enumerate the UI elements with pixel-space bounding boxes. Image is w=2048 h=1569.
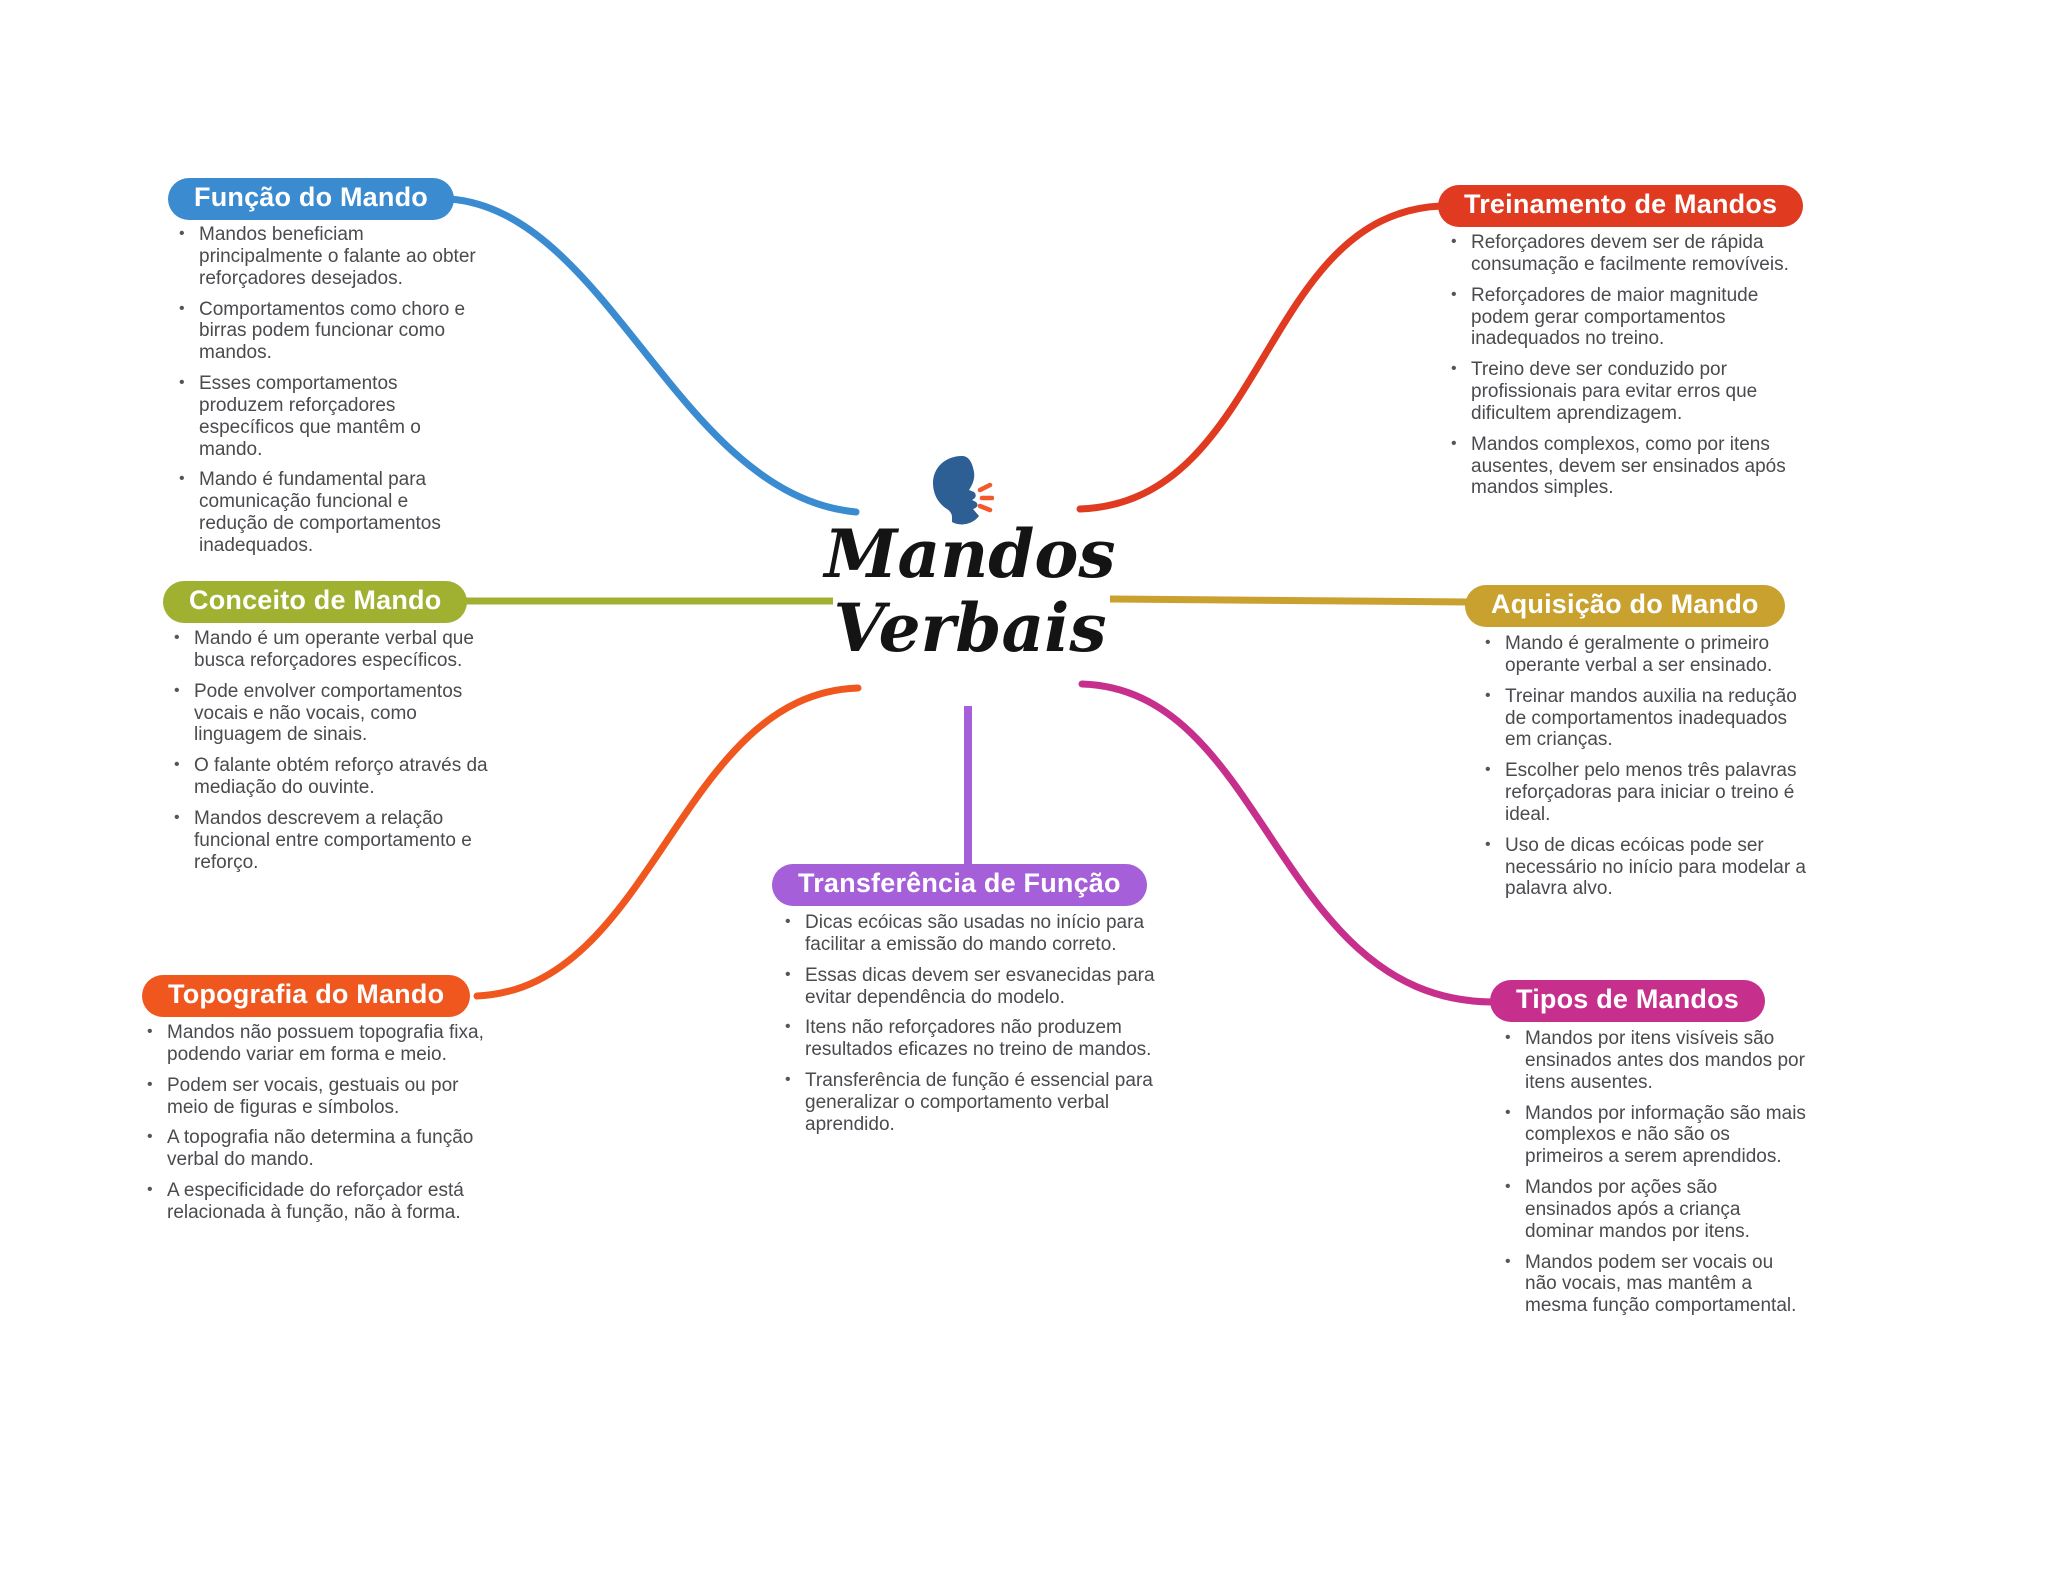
node-aquisicao-do-mando <box>1465 585 1785 627</box>
node-tipos-de-mandos <box>1490 980 1765 1022</box>
list-item: • Escolher pelo menos três palavras reforçadoras para iniciar o treino é ideal. <box>1478 760 1808 826</box>
node-tipos-pill[interactable]: Tipos de Mandos <box>1490 980 1765 1022</box>
list-item: • Mando é fundamental para comunicação funcional e redução de comportamentos inadequados. <box>172 469 482 556</box>
central-topic-line2: Verbais <box>833 588 1107 667</box>
list-item: • Mandos por informação são mais complexos e não são os primeiros a serem aprendidos. <box>1498 1103 1808 1169</box>
node-transferencia-de-funcao <box>772 864 1147 906</box>
node-transferencia-pill[interactable]: Transferência de Função <box>772 864 1147 906</box>
central-topic-line1: Mandos <box>824 515 1116 593</box>
list-item: • Mando é geralmente o primeiro operante verbal a ser ensinado. <box>1478 633 1808 677</box>
connector-aquisicao <box>1110 599 1468 602</box>
node-treinamento-pill[interactable]: Treinamento de Mandos <box>1438 185 1803 227</box>
list-item: • Dicas ecóicas são usadas no início para facilitar a emissão do mando correto. <box>778 912 1178 956</box>
treinamento-bullet-list <box>1444 232 1814 508</box>
list-item: • Pode envolver comportamentos vocais e não vocais, como linguagem de sinais. <box>167 681 497 747</box>
transferencia-bullet-list <box>778 912 1178 1145</box>
list-item: • Mandos por itens visíveis são ensinados antes dos mandos por itens ausentes. <box>1498 1028 1808 1094</box>
node-conceito-de-mando <box>163 581 467 623</box>
node-aquisicao-pill[interactable]: Aquisição do Mando <box>1465 585 1785 627</box>
list-item: • Reforçadores de maior magnitude podem gerar comportamentos inadequados no treino. <box>1444 285 1814 351</box>
list-item: • Mandos podem ser vocais ou não vocais, mas mantêm a mesma função comportamental. <box>1498 1252 1808 1318</box>
node-conceito-pill[interactable]: Conceito de Mando <box>163 581 467 623</box>
list-item: • Itens não reforçadores não produzem resultados eficazes no treino de mandos. <box>778 1017 1178 1061</box>
list-item: • Mandos não possuem topografia fixa, podendo variar em forma e meio. <box>140 1022 490 1066</box>
list-item: • Mando é um operante verbal que busca reforçadores específicos. <box>167 628 497 672</box>
list-item: • Mandos complexos, como por itens ausentes, devem ser ensinados após mandos simples. <box>1444 434 1814 500</box>
list-item: • Reforçadores devem ser de rápida consumação e facilmente removíveis. <box>1444 232 1814 276</box>
funcao-bullet-list <box>172 224 482 566</box>
node-topografia-pill[interactable]: Topografia do Mando <box>142 975 470 1017</box>
speech-lines <box>980 485 992 510</box>
node-funcao-pill[interactable]: Função do Mando <box>168 178 454 220</box>
list-item: • Mandos beneficiam principalmente o falante ao obter reforçadores desejados. <box>172 224 482 290</box>
list-item: • Uso de dicas ecóicas pode ser necessário no início para modelar a palavra alvo. <box>1478 835 1808 901</box>
list-item: • Mandos por ações são ensinados após a criança dominar mandos por itens. <box>1498 1177 1808 1243</box>
conceito-bullet-list <box>167 628 497 882</box>
central-topic[interactable] <box>795 515 1145 667</box>
list-item: • O falante obtém reforço através da mediação do ouvinte. <box>167 755 497 799</box>
list-item: • Treino deve ser conduzido por profissionais para evitar erros que dificultem aprendizagem. <box>1444 359 1814 425</box>
connector-funcao <box>450 199 856 512</box>
node-topografia-do-mando <box>142 975 470 1017</box>
list-item: • Mandos descrevem a relação funcional entre comportamento e reforço. <box>167 808 497 874</box>
list-item: • Essas dicas devem ser esvanecidas para evitar dependência do modelo. <box>778 965 1178 1009</box>
node-funcao-do-mando <box>168 178 454 220</box>
list-item: • Transferência de função é essencial para generalizar o comportamento verbal aprendido. <box>778 1070 1178 1136</box>
topografia-bullet-list <box>140 1022 490 1233</box>
list-item: • Treinar mandos auxilia na redução de comportamentos inadequados em crianças. <box>1478 686 1808 752</box>
node-treinamento-de-mandos <box>1438 185 1803 227</box>
connector-treinamento <box>1080 206 1441 509</box>
aquisicao-bullet-list <box>1478 633 1808 909</box>
tipos-bullet-list <box>1498 1028 1808 1326</box>
list-item: • Comportamentos como choro e birras podem funcionar como mandos. <box>172 299 482 365</box>
list-item: • A especificidade do reforçador está relacionada à função, não à forma. <box>140 1180 490 1224</box>
list-item: • Podem ser vocais, gestuais ou por meio de figuras e símbolos. <box>140 1075 490 1119</box>
list-item: • A topografia não determina a função verbal do mando. <box>140 1127 490 1171</box>
list-item: • Esses comportamentos produzem reforçadores específicos que mantêm o mando. <box>172 373 482 460</box>
